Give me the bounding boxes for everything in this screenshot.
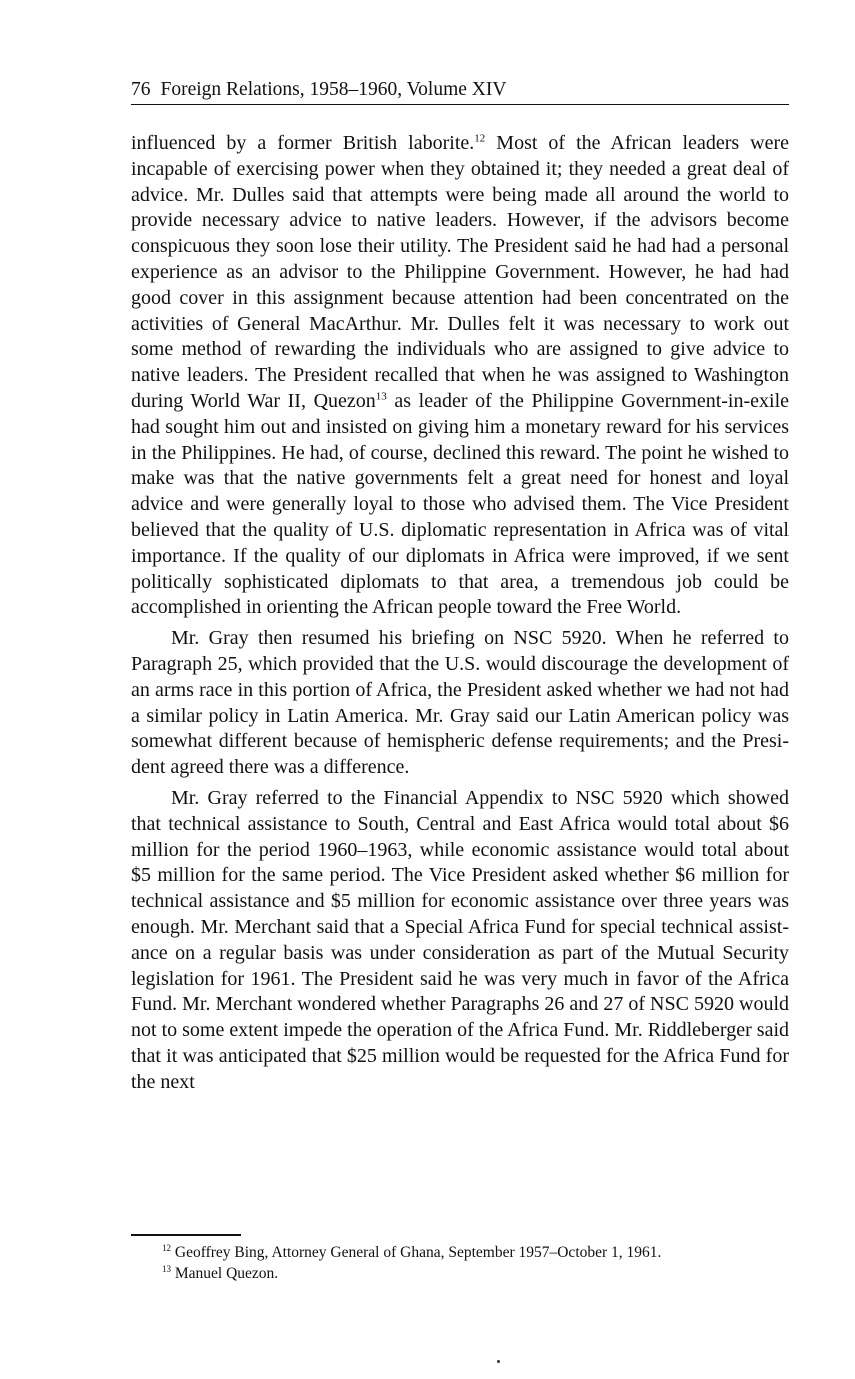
- paragraph-1: [131, 131, 789, 621]
- footnotes: [162, 1242, 789, 1284]
- running-title: Foreign Relations, 1958–1960, Volume XIV: [160, 79, 507, 100]
- page: [131, 78, 789, 1100]
- footnote-ref-13: 13: [375, 390, 387, 403]
- footnote-number: 13: [162, 1263, 171, 1274]
- footnote-text: Geoffrey Bing, Attorney General of Ghana, September 1957–October 1, 1961.: [174, 1244, 662, 1261]
- paragraph-1-part-b: Most of the African leaders were incapable of exercising power when they obtained it; they needed a great deal of advice. Mr. Dulles said that attempts were being made all around the world to provide necessary advice to native leaders. However, if the advisors become conspicuous they soon lose their utility. The President said he had had a personal experience as an advisor to the Philippine Government. However, he had had good cover in this assignment because attention had been concentrated on the activities of General MacArthur. Mr. Dulles felt it was necessary to work out some method of rewarding the individuals who are assigned to give advice to native leaders. The President recalled that when he was assigned to Washington during World War II, Quezon: [131, 132, 789, 412]
- paragraph-3: Mr. Gray referred to the Financial Appendix to NSC 5920 which showed that technical assistance to South, Central and East Africa would total about $6 million for the period 1960–1963, while economic assistance would total about $5 million for the same period. The Vice President asked whether $6 million for technical assistance and $5 million for economic assistance over three years was enough. Mr. Merchant said that a Special Africa Fund for special technical assistance on a regular basis was under consideration as part of the Mutual Security legislation for 1961. The President said he was very much in favor of the Africa Fund. Mr. Merchant wondered whether Paragraphs 26 and 27 of NSC 5920 would not to some extent impede the operation of the Africa Fund. Mr. Riddleberger said that it was anticipated that $25 million would be requested for the Africa Fund for the next: [131, 786, 789, 1093]
- footnote-12: [162, 1242, 789, 1263]
- running-head: [131, 78, 789, 105]
- body-text: [131, 131, 789, 1095]
- footnote-number: 12: [162, 1242, 171, 1253]
- footnote-text: Manuel Quezon.: [174, 1265, 279, 1282]
- footnote-rule: [131, 1234, 241, 1236]
- paragraph-1-part-c: as leader of the Philippine Government-in-exile had sought him out and insisted on giving him a monetary reward for his services in the Philippines. He had, of course, declined this reward. The point he wished to make was that the native governments felt a great need for honest and loyal advice and were generally loyal to those who advised them. The Vice President believed that the quality of U.S. diplomatic representation in Africa was of vital importance. If the quality of our diplomats in Africa were improved, if we sent politically sophisticated diplomats to that area, a tremendous job could be accomplished in orienting the African people toward the Free World.: [131, 389, 789, 619]
- page-mark-dot: [497, 1360, 500, 1363]
- footnote-13: [162, 1263, 789, 1284]
- footnote-ref-12: 12: [474, 132, 486, 145]
- paragraph-1-part-a: influenced by a former British laborite.: [131, 132, 475, 154]
- page-number: 76: [131, 79, 151, 100]
- paragraph-2: Mr. Gray then resumed his briefing on NSC 5920. When he referred to Paragraph 25, which provided that the U.S. would discourage the development of an arms race in this portion of Africa, the President asked whether we had not had a similar policy in Latin America. Mr. Gray said our Latin American policy was somewhat different because of hemispheric defense requirements; and the President agreed there was a difference.: [131, 627, 789, 779]
